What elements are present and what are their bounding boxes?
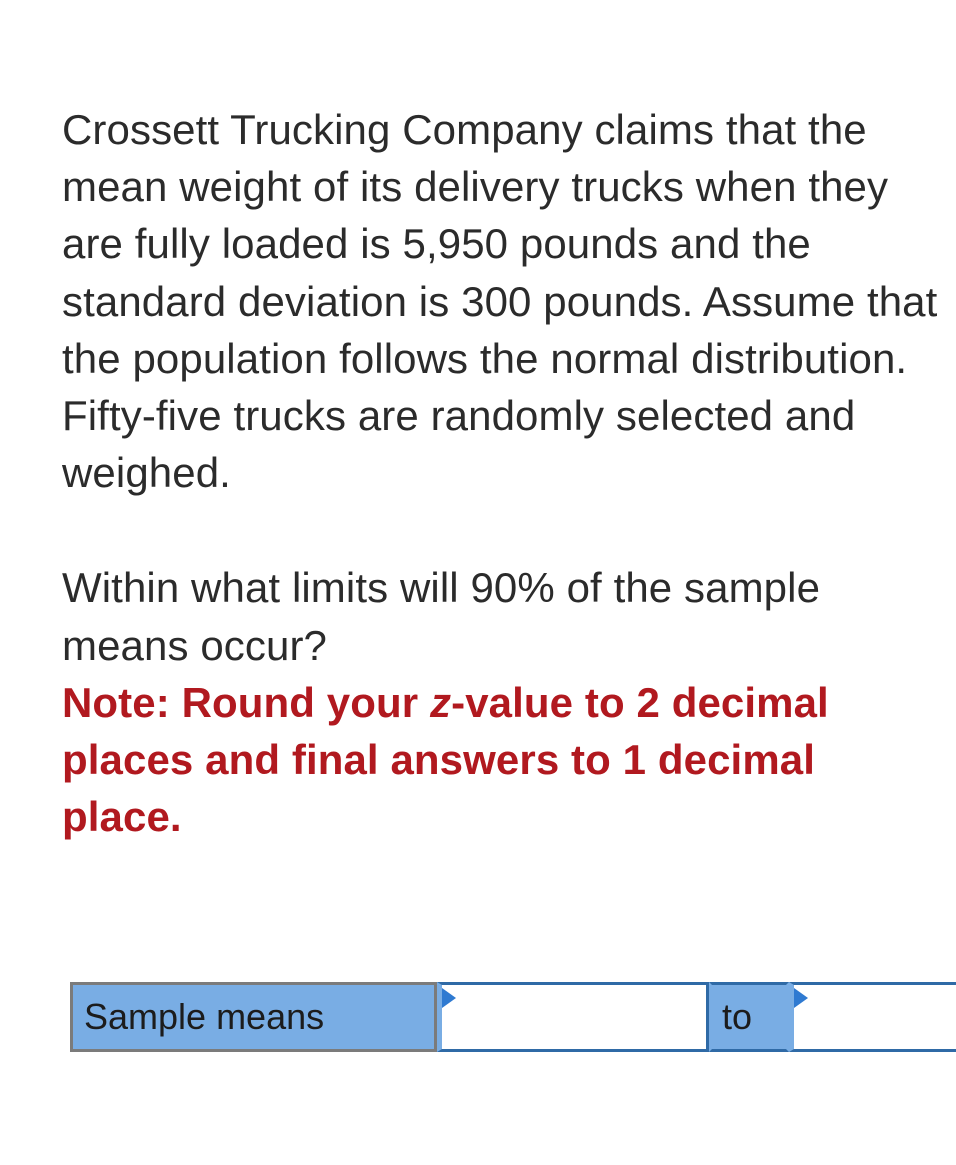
to-connector-label: to [709, 982, 789, 1052]
answer-row [70, 982, 956, 1052]
upper-limit-cell[interactable] [789, 982, 956, 1052]
note-prefix: Note: Round your [62, 678, 430, 726]
rounding-note [62, 674, 942, 846]
sample-means-label: Sample means [70, 982, 437, 1052]
question-paragraph-problem: Crossett Trucking Company claims that the mean weight of its delivery trucks when they are fully loaded is 5,950 pounds and the standard deviation is 300 pounds. Assume that the population follows the normal distribution. Fifty-five trucks are randomly selected and weighed. [62, 106, 938, 497]
note-suffix: -value to 2 decimal places and final answers to 1 decimal place. [62, 678, 829, 841]
upper-limit-input[interactable] [794, 985, 956, 1049]
question-text [62, 101, 942, 845]
lower-limit-cell[interactable] [437, 982, 709, 1052]
lower-limit-input[interactable] [442, 985, 706, 1049]
answer-flag-icon [794, 988, 808, 1008]
note-z-italic: z [430, 678, 452, 726]
question-paragraph-ask: Within what limits will 90% of the sample means occur? [62, 564, 821, 669]
answer-flag-icon [442, 988, 456, 1008]
